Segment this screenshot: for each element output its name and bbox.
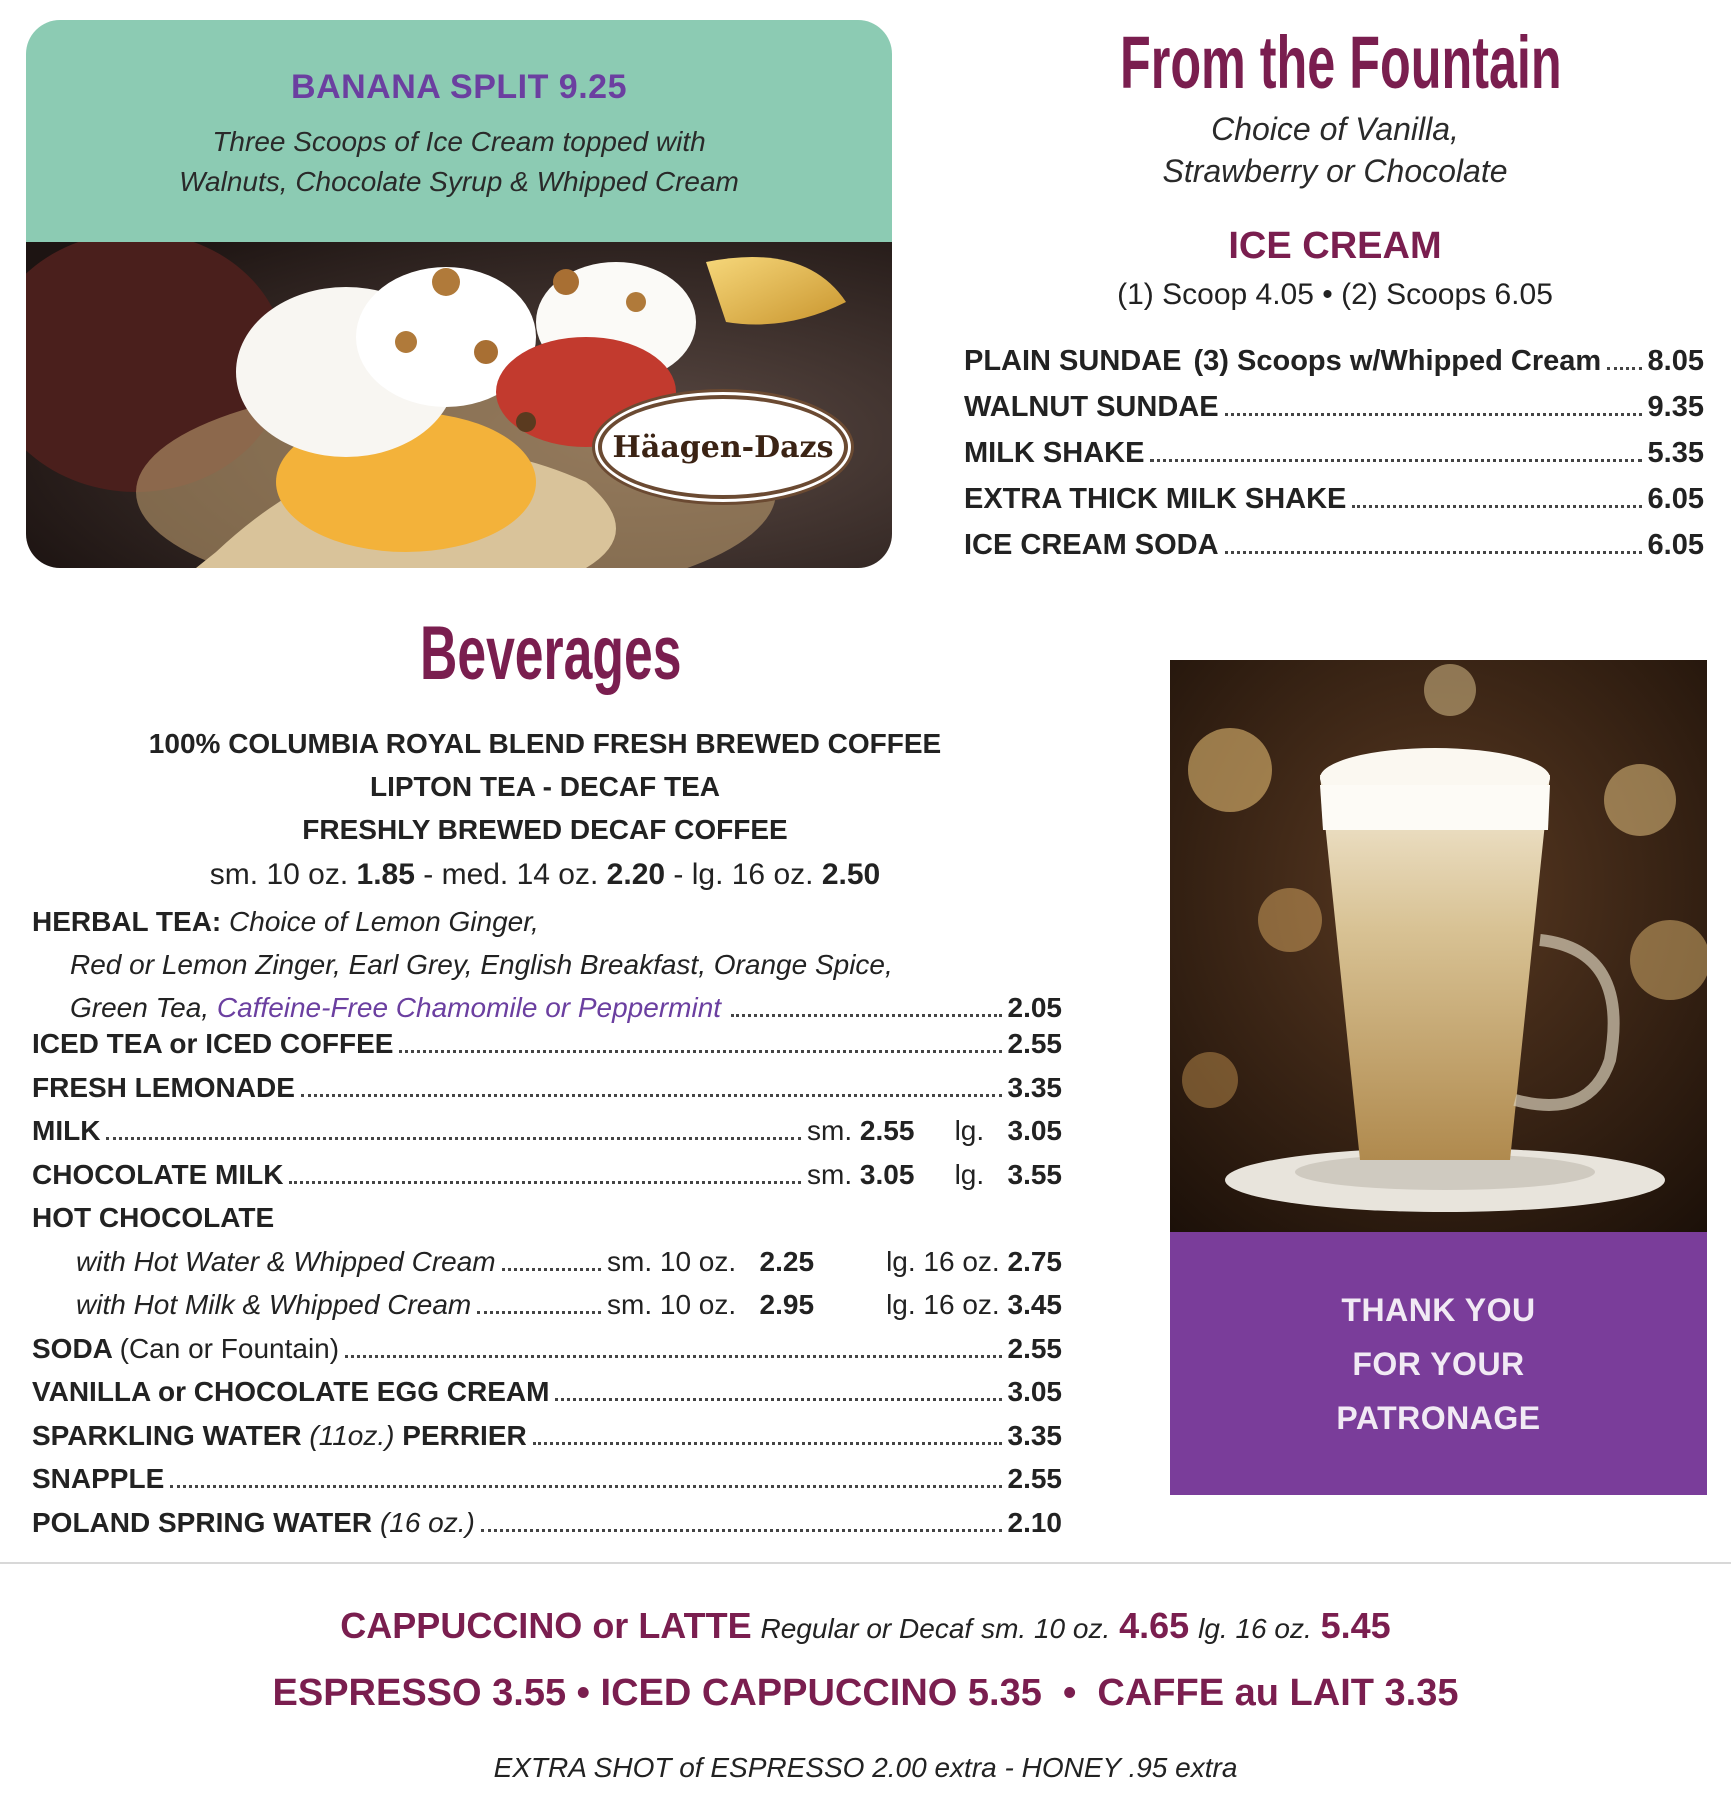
beverage-item — [32, 1072, 1062, 1116]
beverage-item — [32, 1463, 1062, 1507]
beverage-subitem — [32, 1246, 1062, 1290]
coffee-lg-label: - lg. 16 oz. — [673, 858, 814, 891]
beverage-subitem — [32, 1289, 1062, 1333]
size-sm-price: 2.55 — [859, 1115, 915, 1146]
thank-you-panel — [1170, 1232, 1707, 1495]
haagen-dazs-logo-text: Häagen-Dazs — [612, 429, 834, 465]
dot-leader — [533, 1442, 1002, 1445]
beverage-name: HOT CHOCOLATE — [32, 1202, 275, 1233]
dot-leader — [170, 1485, 1001, 1488]
size-sm-label: sm. 10 oz. — [607, 1289, 737, 1320]
beverage-price: 3.35 — [1007, 1071, 1062, 1103]
fountain-item-price: 9.35 — [1647, 391, 1704, 423]
cappuccino-sm-price: 4.65 — [1119, 1605, 1190, 1646]
banana-split-title: BANANA SPLIT 9.25 — [291, 68, 627, 106]
dot-leader — [1352, 505, 1641, 508]
fountain-item-note: (3) Scoops w/Whipped Cream — [1193, 345, 1602, 377]
beverage-lg — [932, 1159, 1062, 1191]
fountain-item-price: 8.05 — [1647, 345, 1704, 377]
fountain-item — [964, 437, 1704, 483]
banana-split-desc-line2: Walnuts, Chocolate Syrup & Whipped Cream — [179, 166, 739, 197]
fountain-title: From the Fountain — [1120, 21, 1562, 104]
beverage-item — [32, 1028, 1062, 1072]
dot-leader — [1150, 459, 1641, 462]
size-sm-price: 2.95 — [759, 1289, 815, 1320]
fountain-subtitle-line2: Strawberry or Chocolate — [1162, 153, 1508, 189]
beverage-item — [32, 1202, 1062, 1246]
size-lg-label: lg. — [954, 1115, 985, 1146]
dot-leader — [1607, 367, 1641, 370]
size-lg-price: 2.75 — [1007, 1245, 1062, 1277]
beverage-name: with Hot Water & Whipped Cream — [76, 1245, 496, 1277]
coffee-sm-price: 1.85 — [356, 858, 415, 891]
size-lg-price: 3.45 — [1007, 1289, 1062, 1320]
dot-leader — [481, 1529, 1002, 1532]
size-sm-label: sm. — [807, 1115, 853, 1146]
beverage-name-main: SODA — [32, 1332, 112, 1364]
herbal-tea — [32, 900, 1062, 1029]
beverage-note: (11oz.) — [309, 1419, 395, 1451]
size-sm-label: sm. 10 oz. — [607, 1245, 737, 1277]
coffee-sizes — [130, 858, 960, 892]
beverage-name-main: SPARKLING WATER — [32, 1419, 302, 1451]
coffee-sm-label: sm. 10 oz. — [209, 858, 349, 891]
thank-you-line2: FOR YOUR — [1352, 1345, 1525, 1382]
dot-leader — [106, 1137, 801, 1140]
coffee-line2: LIPTON TEA - DECAF TEA — [370, 771, 720, 802]
ice-cream-title: ICE CREAM — [1228, 225, 1442, 267]
fountain-item — [964, 529, 1704, 575]
beverage-price: 2.55 — [1007, 1332, 1062, 1364]
beverage-sm — [807, 1115, 932, 1147]
size-lg-label: lg. — [954, 1158, 985, 1190]
beverage-price: 3.35 — [1007, 1419, 1062, 1451]
banana-split-desc-line1: Three Scoops of Ice Cream topped with — [212, 126, 706, 157]
beverage-list — [32, 1028, 1062, 1550]
beverage-name: MILK — [32, 1115, 101, 1146]
herbal-tea-line1 — [32, 900, 1062, 943]
beverage-name: ICED TEA or ICED COFFEE — [32, 1028, 394, 1059]
size-lg-price: 3.05 — [1007, 1115, 1062, 1146]
cappuccino-lg-label: lg. 16 oz. — [1198, 1613, 1312, 1644]
coffee-med-price: 2.20 — [606, 858, 666, 891]
haagen-dazs-logo — [598, 395, 848, 499]
cafe-au-lait-item: CAFFE au LAIT 3.35 — [1097, 1672, 1459, 1714]
beverage-sm — [807, 1159, 932, 1191]
dot-leader — [1225, 413, 1642, 416]
fountain-item — [964, 345, 1704, 391]
dot-leader — [345, 1355, 1001, 1358]
iced-cappuccino-item: ICED CAPPUCCINO 5.35 — [600, 1672, 1042, 1714]
herbal-tea-label: HERBAL TEA: — [32, 906, 222, 937]
beverage-name: with Hot Milk & Whipped Cream — [76, 1289, 472, 1320]
ice-cream-prices: (1) Scoop 4.05 • (2) Scoops 6.05 — [1117, 278, 1553, 311]
herbal-tea-line3 — [32, 986, 1062, 1029]
size-lg-label: lg. 16 oz. — [886, 1245, 1000, 1277]
size-lg-price: 3.55 — [1007, 1158, 1062, 1190]
dot-leader — [477, 1311, 601, 1314]
beverage-price: 2.55 — [1007, 1028, 1062, 1059]
beverage-name — [32, 1420, 527, 1452]
fountain-item-price: 5.35 — [1647, 437, 1704, 469]
fountain-item-name: EXTRA THICK MILK SHAKE — [964, 483, 1347, 515]
beverage-name: VANILLA or CHOCOLATE EGG CREAM — [32, 1376, 550, 1407]
dot-leader — [301, 1094, 1002, 1097]
fountain-item-name: PLAIN SUNDAE — [964, 345, 1182, 377]
cappuccino-note: Regular or Decaf — [760, 1613, 973, 1644]
espresso-line — [0, 1672, 1731, 1715]
beverage-name — [32, 1333, 339, 1365]
beverage-item — [32, 1420, 1062, 1464]
thank-you-line1: THANK YOU — [1341, 1291, 1536, 1328]
size-sm-price: 2.25 — [759, 1245, 815, 1277]
beverage-price: 3.05 — [1007, 1376, 1062, 1407]
beverage-note: (Can or Fountain) — [119, 1332, 340, 1364]
fountain-item — [964, 391, 1704, 437]
separator-dot: • — [576, 1672, 590, 1714]
dot-leader — [289, 1181, 801, 1184]
fountain-subtitle-line1: Choice of Vanilla, — [1211, 111, 1459, 147]
size-sm-price: 3.05 — [859, 1158, 915, 1190]
dot-leader — [555, 1398, 1001, 1401]
banana-split-description — [26, 122, 892, 202]
section-divider — [0, 1562, 1731, 1564]
beverage-name-main: POLAND SPRING WATER — [32, 1506, 373, 1538]
separator-dot: • — [1062, 1672, 1077, 1714]
beverage-sm — [607, 1289, 852, 1321]
herbal-tea-choices1: Choice of Lemon Ginger, — [229, 906, 539, 937]
espresso-item: ESPRESSO 3.55 — [272, 1672, 567, 1714]
herbal-tea-choices2: Red or Lemon Zinger, Earl Grey, English Breakfast, Orange Spice, — [70, 949, 893, 980]
beverage-price: 2.55 — [1007, 1463, 1062, 1494]
fountain-item-list — [964, 345, 1704, 575]
beverage-item — [32, 1507, 1062, 1551]
beverage-lg — [932, 1115, 1062, 1147]
beverage-item — [32, 1333, 1062, 1377]
fountain-item-name: MILK SHAKE — [964, 437, 1145, 469]
fountain-item-price: 6.05 — [1647, 529, 1704, 561]
beverage-name: FRESH LEMONADE — [32, 1071, 295, 1103]
cappuccino-name: CAPPUCCINO or LATTE — [340, 1605, 752, 1646]
beverage-name-brand: PERRIER — [402, 1419, 527, 1451]
fountain-item-name: WALNUT SUNDAE — [964, 391, 1219, 423]
herbal-tea-caffeine-free: Caffeine-Free Chamomile or Peppermint — [216, 992, 722, 1023]
beverage-lg — [852, 1246, 1062, 1278]
cappuccino-sm-label: sm. 10 oz. — [981, 1613, 1111, 1644]
beverage-item — [32, 1376, 1062, 1420]
beverage-lg — [852, 1289, 1062, 1321]
beverage-note: (16 oz.) — [379, 1506, 475, 1538]
cappuccino-line — [0, 1605, 1731, 1647]
banana-split-card — [26, 20, 892, 568]
coffee-med-label: - med. 14 oz. — [423, 858, 599, 891]
coffee-lg-price: 2.50 — [821, 858, 881, 891]
beverage-sm — [607, 1246, 852, 1278]
coffee-line1: 100% COLUMBIA ROYAL BLEND FRESH BREWED COFFEE — [148, 728, 942, 759]
banana-split-header — [26, 20, 892, 242]
fountain-item-price: 6.05 — [1647, 483, 1704, 515]
size-lg-label: lg. 16 oz. — [886, 1289, 1000, 1320]
dot-leader — [1225, 551, 1642, 554]
herbal-tea-price: 2.05 — [1007, 992, 1062, 1023]
beverages-title: Beverages — [420, 611, 682, 696]
beverage-item — [32, 1159, 1062, 1203]
herbal-tea-green: Green Tea, — [70, 992, 210, 1023]
beverage-name: SNAPPLE — [32, 1463, 165, 1494]
fountain-item-name: ICE CREAM SODA — [964, 529, 1219, 561]
beverage-price: 2.10 — [1007, 1506, 1062, 1538]
size-sm-label: sm. — [807, 1158, 853, 1190]
thank-you-line3: PATRONAGE — [1336, 1399, 1541, 1436]
dot-leader — [399, 1050, 1001, 1053]
dot-leader — [731, 1014, 1001, 1017]
beverage-item — [32, 1115, 1062, 1159]
fountain-item — [964, 483, 1704, 529]
cappuccino-lg-price: 5.45 — [1320, 1605, 1391, 1646]
beverage-name — [32, 1507, 475, 1539]
latte-card — [1170, 660, 1707, 1495]
extras-note: EXTRA SHOT of ESPRESSO 2.00 extra - HONEY .95 extra — [493, 1752, 1238, 1783]
dot-leader — [502, 1268, 601, 1271]
beverage-name: CHOCOLATE MILK — [32, 1158, 284, 1190]
latte-photo — [1170, 660, 1707, 1232]
coffee-line3: FRESHLY BREWED DECAF COFFEE — [302, 814, 788, 845]
